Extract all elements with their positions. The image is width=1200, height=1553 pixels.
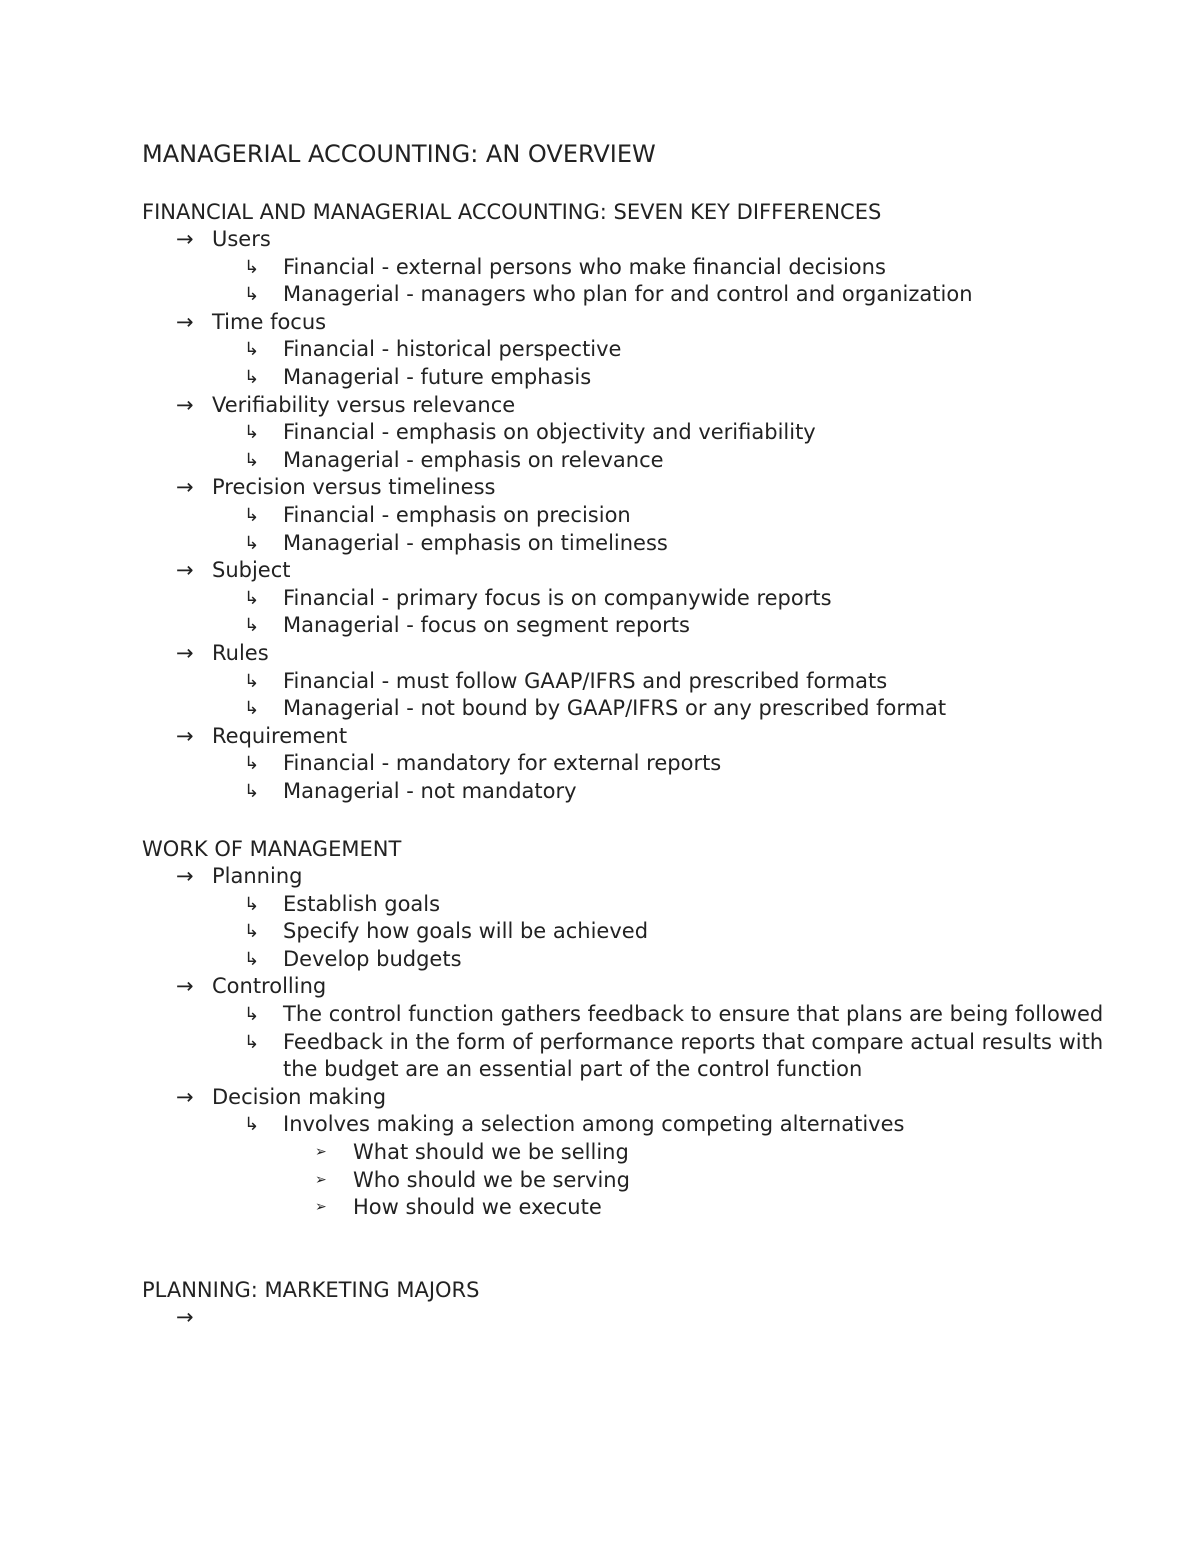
item-text: Financial - emphasis on precision — [283, 502, 631, 527]
arrowhead-bullet-icon: ➢ — [315, 1199, 327, 1216]
arrow-icon: → — [176, 974, 194, 999]
arrow-icon: → — [176, 475, 194, 500]
arrow-icon: → — [176, 1084, 194, 1109]
list-item — [142, 392, 1142, 420]
item-text: Subject — [212, 558, 291, 583]
item-text: Establish goals — [283, 891, 441, 916]
item-text: Managerial - emphasis on timeliness — [283, 530, 668, 555]
item-text: How should we execute — [353, 1195, 602, 1220]
item-text: Managerial - emphasis on relevance — [283, 447, 664, 472]
list-item — [142, 557, 1142, 585]
list-item — [142, 863, 1142, 891]
item-text: Develop budgets — [283, 946, 462, 971]
item-text: Requirement — [212, 723, 348, 748]
return-arrow-icon: ↳ — [244, 504, 260, 526]
arrow-icon: → — [176, 864, 194, 888]
item-text: Users — [212, 227, 271, 251]
item-text: Involves making a selection among competing alternatives — [283, 1112, 905, 1137]
return-arrow-icon: ↳ — [244, 670, 260, 692]
item-text: Time focus — [212, 309, 327, 334]
sub-list-item — [142, 502, 1142, 530]
sub-list-item — [142, 695, 1142, 723]
item-text: Financial - mandatory for external reports — [283, 751, 722, 776]
item-text: What should we be selling — [353, 1139, 629, 1164]
return-arrow-icon: ↳ — [244, 893, 260, 915]
item-text: Specify how goals will be achieved — [283, 919, 649, 944]
item-text: Managerial - focus on segment reports — [283, 613, 690, 638]
item-text: Financial - must follow GAAP/IFRS and prescribed formats — [283, 668, 888, 693]
sub-list-item — [142, 946, 1142, 974]
sub-list-item — [142, 918, 1142, 946]
return-arrow-icon: ↳ — [244, 256, 260, 278]
sub-list-item — [142, 364, 1142, 392]
list-item — [142, 723, 1142, 751]
return-arrow-icon: ↳ — [244, 753, 260, 775]
item-text: Financial - emphasis on objectivity and verifiability — [283, 420, 816, 445]
return-arrow-icon: ↳ — [244, 339, 260, 361]
return-arrow-icon: ↳ — [244, 948, 260, 970]
outline-list — [142, 226, 1142, 805]
arrow-icon: → — [176, 558, 194, 583]
item-text: The control function gathers feedback to ensure that plans are being followed — [283, 1001, 1104, 1026]
sub-list-item — [142, 668, 1142, 696]
document-title: MANAGERIAL ACCOUNTING: AN OVERVIEW — [142, 140, 656, 168]
sub-list-item — [142, 281, 1142, 309]
arrowhead-bullet-icon: ➢ — [315, 1171, 327, 1188]
sub-list-item — [142, 891, 1142, 919]
sub-list-item — [142, 1029, 1142, 1084]
arrow-icon: → — [176, 392, 194, 417]
sub-sub-list-item — [142, 1167, 1142, 1195]
return-arrow-icon: ↳ — [244, 532, 260, 554]
list-item — [142, 640, 1142, 668]
arrow-icon: → — [176, 1305, 194, 1329]
sub-list-item — [142, 778, 1142, 806]
item-text: Controlling — [212, 974, 327, 999]
section-heading: WORK OF MANAGEMENT — [142, 837, 402, 861]
sub-list-item — [142, 447, 1142, 475]
list-item — [142, 973, 1142, 1001]
return-arrow-icon: ↳ — [244, 698, 260, 720]
return-arrow-icon: ↳ — [244, 284, 260, 306]
item-text: Managerial - managers who plan for and control and organization — [283, 282, 973, 307]
return-arrow-icon: ↳ — [244, 587, 260, 609]
item-text: Managerial - future emphasis — [283, 364, 592, 389]
arrow-icon: → — [176, 309, 194, 334]
return-arrow-icon: ↳ — [244, 780, 260, 802]
list-item — [142, 474, 1142, 502]
section-heading: FINANCIAL AND MANAGERIAL ACCOUNTING: SEVEN KEY DIFFERENCES — [142, 200, 882, 224]
return-arrow-icon: ↳ — [244, 1003, 260, 1025]
return-arrow-icon: ↳ — [244, 1114, 260, 1136]
list-item — [142, 1084, 1142, 1112]
item-text: Managerial - not bound by GAAP/IFRS or any prescribed format — [283, 696, 947, 721]
sub-list-item — [142, 336, 1142, 364]
arrow-icon: → — [176, 227, 194, 251]
sub-sub-list-item — [142, 1139, 1142, 1167]
arrow-icon: → — [176, 723, 194, 748]
item-text: Who should we be serving — [353, 1167, 630, 1192]
sub-list-item — [142, 585, 1142, 613]
outline-list — [142, 863, 1142, 1222]
item-text: Planning — [212, 864, 303, 888]
sub-list-item — [142, 1111, 1142, 1139]
arrow-icon: → — [176, 640, 194, 665]
sub-list-item — [142, 612, 1142, 640]
list-item — [142, 309, 1142, 337]
list-item — [142, 226, 1142, 254]
item-text: Financial - external persons who make financial decisions — [283, 254, 886, 279]
sub-list-item — [142, 419, 1142, 447]
item-text: Feedback in the form of performance reports that compare actual results with the budget are an essential part of the control function — [283, 1029, 1104, 1082]
item-text: Precision versus timeliness — [212, 475, 496, 500]
arrowhead-bullet-icon: ➢ — [315, 1143, 327, 1160]
return-arrow-icon: ↳ — [244, 615, 260, 637]
item-text: Decision making — [212, 1084, 387, 1109]
sub-list-item — [142, 530, 1142, 558]
section-2 — [142, 835, 1142, 1222]
return-arrow-icon: ↳ — [244, 1031, 260, 1053]
sub-sub-list-item — [142, 1194, 1142, 1222]
return-arrow-icon: ↳ — [244, 366, 260, 388]
item-text: Rules — [212, 640, 269, 665]
item-text: Financial - historical perspective — [283, 337, 622, 362]
return-arrow-icon: ↳ — [244, 921, 260, 943]
return-arrow-icon: ↳ — [244, 422, 260, 444]
return-arrow-icon: ↳ — [244, 449, 260, 471]
item-text: Managerial - not mandatory — [283, 778, 577, 803]
item-text: Financial - primary focus is on companywide reports — [283, 585, 832, 610]
section-1 — [142, 198, 1142, 805]
sub-list-item — [142, 1001, 1142, 1029]
sub-list-item — [142, 254, 1142, 282]
section-3 — [142, 1276, 1142, 1329]
section-heading: PLANNING: MARKETING MAJORS — [142, 1278, 480, 1302]
sub-list-item — [142, 750, 1142, 778]
item-text: Verifiability versus relevance — [212, 392, 516, 417]
